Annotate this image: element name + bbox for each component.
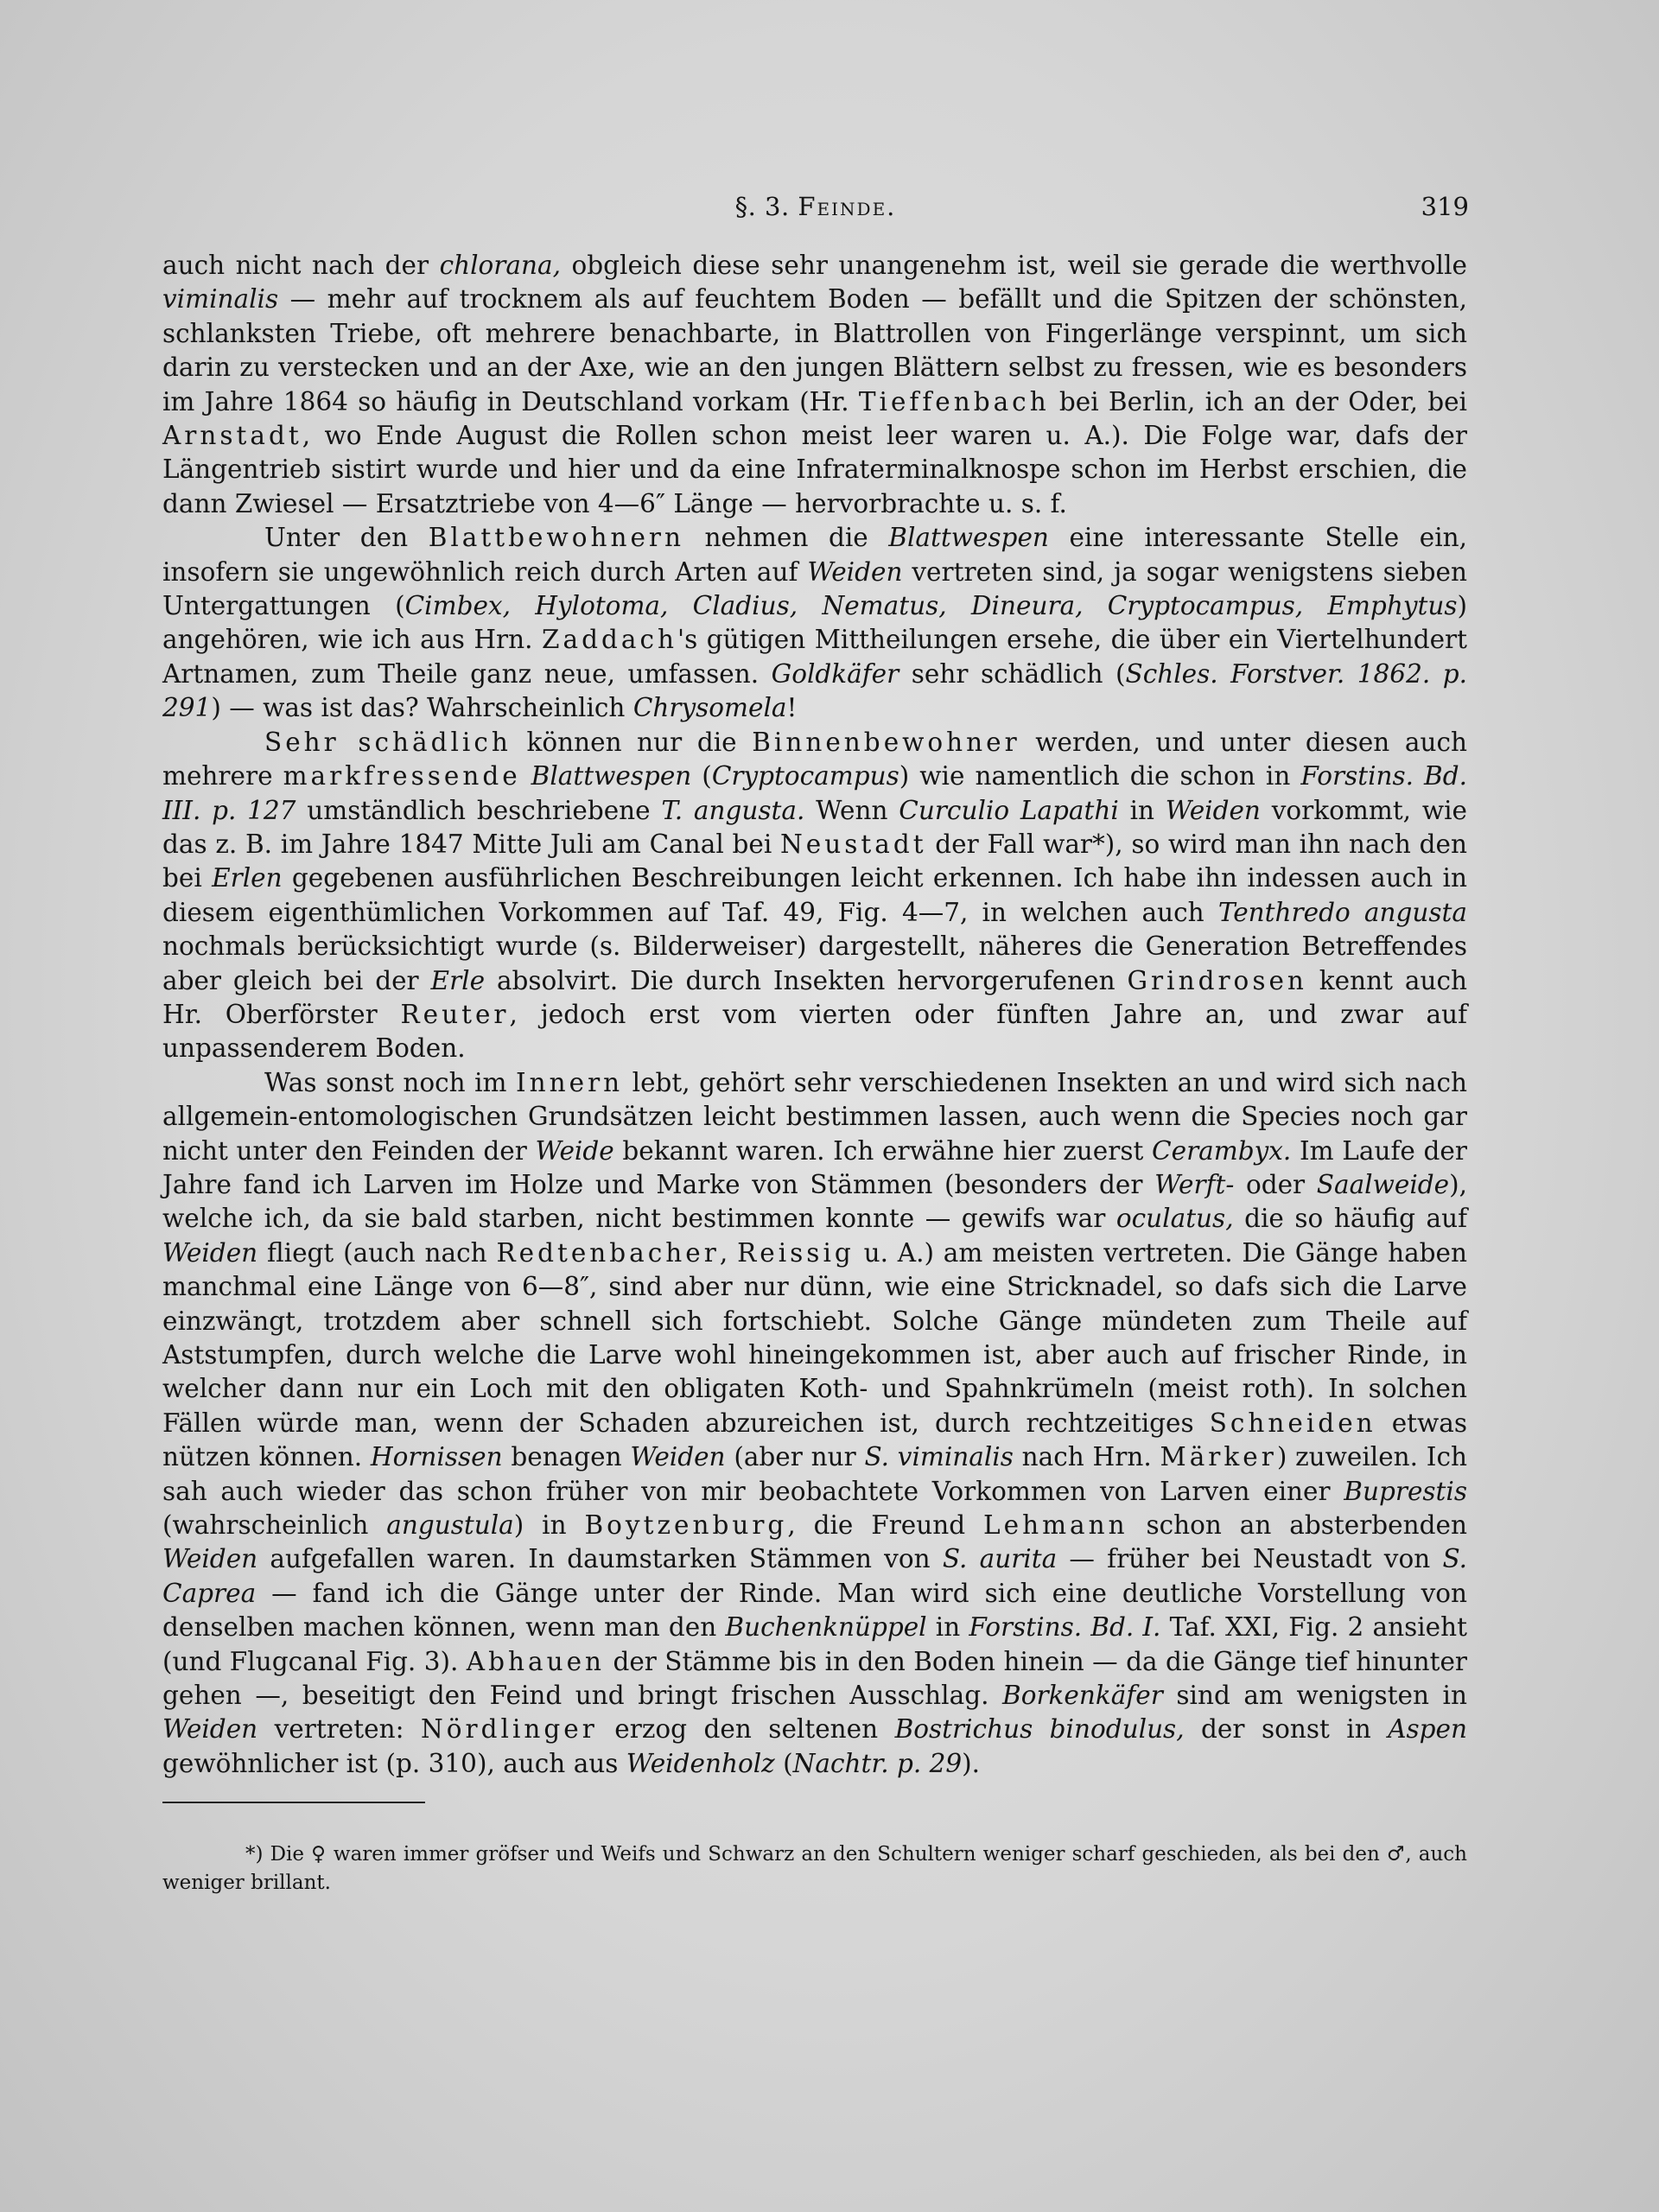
italic-text: Borkenkäfer [1002,1681,1163,1711]
text-run: werden, und unter diesen auch mehrere [162,727,1476,791]
text-run: schon an absterbenden [1128,1510,1476,1541]
text-run: bei Berlin, ich an der Oder, bei [1049,386,1476,416]
text-run: die so häufig auf [1233,1204,1476,1234]
spaced-text: Grindrosen [1127,965,1307,995]
text-run: ( [774,1748,793,1778]
paragraph [162,521,1476,725]
text-run: obgleich diese sehr unangenehm ist, weil sie gerade die werthvolle [560,251,1476,280]
italic-text: Tenthredo angusta [1217,897,1467,927]
text-run: Im Laufe der Jahre fand ich Larven im Holze und Marke von Stämmen (besonders der [162,1135,1476,1199]
italic-text: Chrysomela [632,693,787,723]
italic-text: Weide [535,1135,614,1166]
text-run: ( [691,761,712,791]
spaced-text: Nördlinger [420,1714,598,1745]
italic-text: Weidenholz [626,1748,775,1778]
italic-text: Weiden [807,556,903,587]
text-run: lebt, gehört sehr verschiedenen Insekten an und wird sich nach allgemein-entomologischen Grundsätzen leicht bestimmen lassen, auch wenn die Species noch gar nicht unter den Feinden der [162,1067,1476,1166]
italic-text: Weiden [162,1544,258,1574]
italic-text: Cimbex, Hylotoma, Cladius, Nematus, Dineura, Cryptocampus, Emphytus [404,591,1458,621]
text-run: ), welche ich, da sie bald starben, nicht bestimmen konnte — gewifs war [162,1169,1476,1234]
italic-text: Weiden [162,1237,258,1268]
spaced-text: Lehmann [983,1510,1128,1541]
text-run: fliegt (auch nach [257,1237,497,1268]
text-run: kennt auch Hr. Oberförster [162,965,1476,1029]
text-run: erzog den seltenen [597,1714,895,1745]
italic-text: S. Caprea [162,1544,1476,1608]
text-run: eine interessante Stelle ein, insofern sie ungewöhnlich reich durch Arten auf [162,523,1476,587]
text-run: in [1118,795,1166,825]
text-run: — fand ich die Gänge unter der Rinde. Man wird sich eine deutliche Vorstellung von denselben machen können, wenn man den [162,1578,1476,1643]
text-run: 's gütigen Mittheilungen ersehe, die über ein Viertelhundert Artnamen, zum Theile ganz neue, umfassen. [162,625,1476,689]
spaced-text: Boytzenburg [584,1510,788,1541]
text-run: vertreten: [257,1714,421,1745]
italic-text: angustula [386,1510,514,1541]
text-run: Taf. XXI, Fig. 2 ansieht (und Flugcanal Fig. 3). [162,1612,1476,1676]
italic-text: Erlen [212,863,283,893]
text-run: ) — was ist das? Wahrscheinlich [211,693,633,723]
page-number: 319 [1421,192,1469,221]
italic-text: Buprestis [1344,1476,1467,1506]
text-run: der Fall war*), so wird man ihn nach den bei [162,829,1476,893]
text-run: , jedoch erst vom vierten oder fünften Jahre an, und zwar auf unpassenderem Boden. [162,999,1476,1064]
text-run: (wahrscheinlich [162,1476,1476,1541]
text-run: aufgefallen waren. In daumstarken Stämmen von [257,1544,943,1574]
italic-text: viminalis [162,284,279,315]
footnote-rule [162,1802,425,1803]
italic-text: Blattwespen [888,523,1049,553]
spaced-text: Schneiden [1209,1408,1376,1438]
italic-text: Saalweide [1316,1169,1450,1199]
text-run: nach Hrn. [1013,1442,1160,1472]
spaced-text: Blattbewohnern [428,523,685,553]
text-run: — mehr auf trocknem als auf feuchtem Boden — befällt und die Spitzen der schönsten, schlanksten Triebe, oft mehrere benachbarte, in Blattrollen von Fingerlänge verspinnt, um sich darin zu verstecken und an der Axe, wie an den jungen Blättern selbst zu fressen, wie es besonders im Jahre 1864 so häufig in Deutschland vorkam (Hr. [162,284,1476,416]
text-run: ) angehören, wie ich aus Hrn. [162,591,1476,655]
text-run [521,761,531,791]
italic-text: Cryptocampus [711,761,899,791]
text-run: — früher bei Neustadt von [1057,1544,1443,1574]
italic-text: Weiden [630,1442,726,1472]
section-title: Feinde. [798,192,897,221]
text-run: gewöhnlicher ist (p. 310), auch aus [162,1714,1476,1778]
spaced-text: Zaddach [542,625,677,655]
text-run: Wenn [804,795,899,825]
text-run: sehr schädlich ( [899,658,1126,689]
text-run: ! [786,693,798,723]
italic-text: Weiden [162,1714,258,1745]
text-run: nochmals berücksichtigt wurde (s. Bilderweiser) dargestellt, näheres die Generation Betreffendes aber gleich bei der [162,897,1476,995]
text-run: nehmen die [684,523,889,553]
italic-text: Curculio Lapathi [899,795,1119,825]
text-run: ). [962,1748,981,1778]
italic-text: Forstins. Bd. I. [969,1612,1161,1643]
text-run: absolvirt. Die durch Insekten hervorgerufenen [485,965,1128,995]
text-run: der Stämme bis in den Boden hinein — da die Gänge tief hinunter gehen —, beseitigt den Feind und bringt frischen Ausschlag. [162,1646,1476,1711]
italic-text: Goldkäfer [771,658,899,689]
text-run: oder [1234,1169,1317,1199]
spaced-text: Sehr schädlich [264,727,512,757]
text-run: gegebenen ausführlichen Beschreibungen leicht erkennen. Ich habe ihn indessen auch in diesem eigenthümlichen Vorkommen auf Taf. 49, Fig. 4—7, in welchen auch [162,863,1476,927]
spaced-text: Binnenbewohner [752,727,1020,757]
text-run: der sonst in [1184,1714,1389,1745]
text-run: etwas nützen können. [162,1408,1476,1472]
italic-text: Aspen [1388,1714,1467,1745]
italic-text: T. angusta. [661,795,805,825]
italic-text: oculatus, [1116,1204,1234,1234]
italic-text: Hornissen [370,1442,503,1472]
text-run: ) in [513,1510,585,1541]
text-run: vorkommt, wie das z. B. im Jahre 1847 Mitte Juli am Canal bei [162,795,1476,859]
italic-text: S. viminalis [864,1442,1014,1472]
italic-text: Forstins. Bd. III. p. 127 [162,761,1476,825]
text-run: Was sonst noch im [264,1067,516,1097]
paragraph [162,249,1476,521]
spaced-text: Tieffenbach [858,386,1050,416]
text-run: benagen [502,1442,631,1472]
text-run: können nur die [511,727,753,757]
italic-text: Schles. Forstver. 1862. p. 291 [162,658,1476,723]
italic-text: Blattwespen [531,761,692,791]
spaced-text: Märker [1160,1442,1277,1472]
spaced-text: Arnstadt [162,421,302,451]
text-run: in [926,1612,969,1643]
running-header [162,192,1469,230]
italic-text: Erle [430,965,486,995]
text-run: sind am wenigsten in [1162,1681,1476,1711]
spaced-text: Reuter [400,999,510,1029]
section-heading [162,192,1469,221]
italic-text: chlorana, [439,251,561,280]
text-run: , [719,1237,738,1268]
italic-text: Buchenknüppel [725,1612,927,1643]
paragraph [162,1066,1476,1782]
text-run: u. A.) am meisten vertreten. Die Gänge haben manchmal eine Länge von 6—8″, sind aber nur dünn, wie eine Stricknadel, so dafs sich die Larve einzwängt, trotzdem aber schnell sich fortschiebt. Solche Gänge mündeten zum Theile auf Aststumpfen, durch welche die Larve wohl hineingekommen ist, aber auch auf frischer Rinde, in welcher dann nur ein Loch mit den obligaten Koth- und Spahnkrümeln (meist roth). In solchen Fällen würde man, wenn der Schaden abzureichen ist, durch rechtzeitiges [162,1237,1476,1438]
text-run: ) wie namentlich die schon in [899,761,1301,791]
spaced-text: Neustadt [779,829,927,859]
text-run: , die Freund [787,1510,984,1541]
text-run: , wo Ende August die Rollen schon meist leer waren u. A.). Die Folge war, dafs der Längentrieb sistirt wurde und hier und da eine Infraterminalknospe schon im Herbst erschien, die dann Zwiesel — Ersatztriebe von 4—6″ Länge — hervorbrachte u. s. f. [162,421,1476,518]
text-run: ) zuweilen. Ich sah auch wieder das schon früher von mir beobachtete Vorkommen von Larven einer [162,1442,1476,1506]
text-run: umständlich beschriebene [296,795,662,825]
text-run: auch nicht nach der [162,251,440,280]
paragraph [162,726,1476,1066]
italic-text: Weiden [1165,795,1261,825]
italic-text: Cerambyx. [1152,1135,1292,1166]
spaced-text: Abhauen [466,1646,606,1676]
spaced-text: markfressende [283,761,521,791]
italic-text: Nachtr. p. 29 [792,1748,963,1778]
section-number: §. 3. [734,192,790,221]
italic-text: Werft- [1154,1169,1235,1199]
spaced-text: Redtenbacher [496,1237,720,1268]
italic-text: Bostrichus binodulus, [894,1714,1185,1745]
italic-text: S. aurita [942,1544,1058,1574]
spaced-text: Innern [515,1067,624,1097]
body-text [162,249,1476,1781]
text-run: vertreten sind, ja sogar wenigstens sieben Untergattungen ( [162,556,1476,621]
spaced-text: Reissig [737,1237,855,1268]
text-run: bekannt waren. Ich erwähne hier zuerst [613,1135,1153,1166]
text-run: (aber nur [725,1442,865,1472]
text-run: Unter den [264,523,429,553]
footnote: *) Die ♀ waren immer gröfser und Weifs und Schwarz an den Schultern weniger scharf geschieden, als bei den ♂, auch weniger brillant. [162,1843,1474,1894]
